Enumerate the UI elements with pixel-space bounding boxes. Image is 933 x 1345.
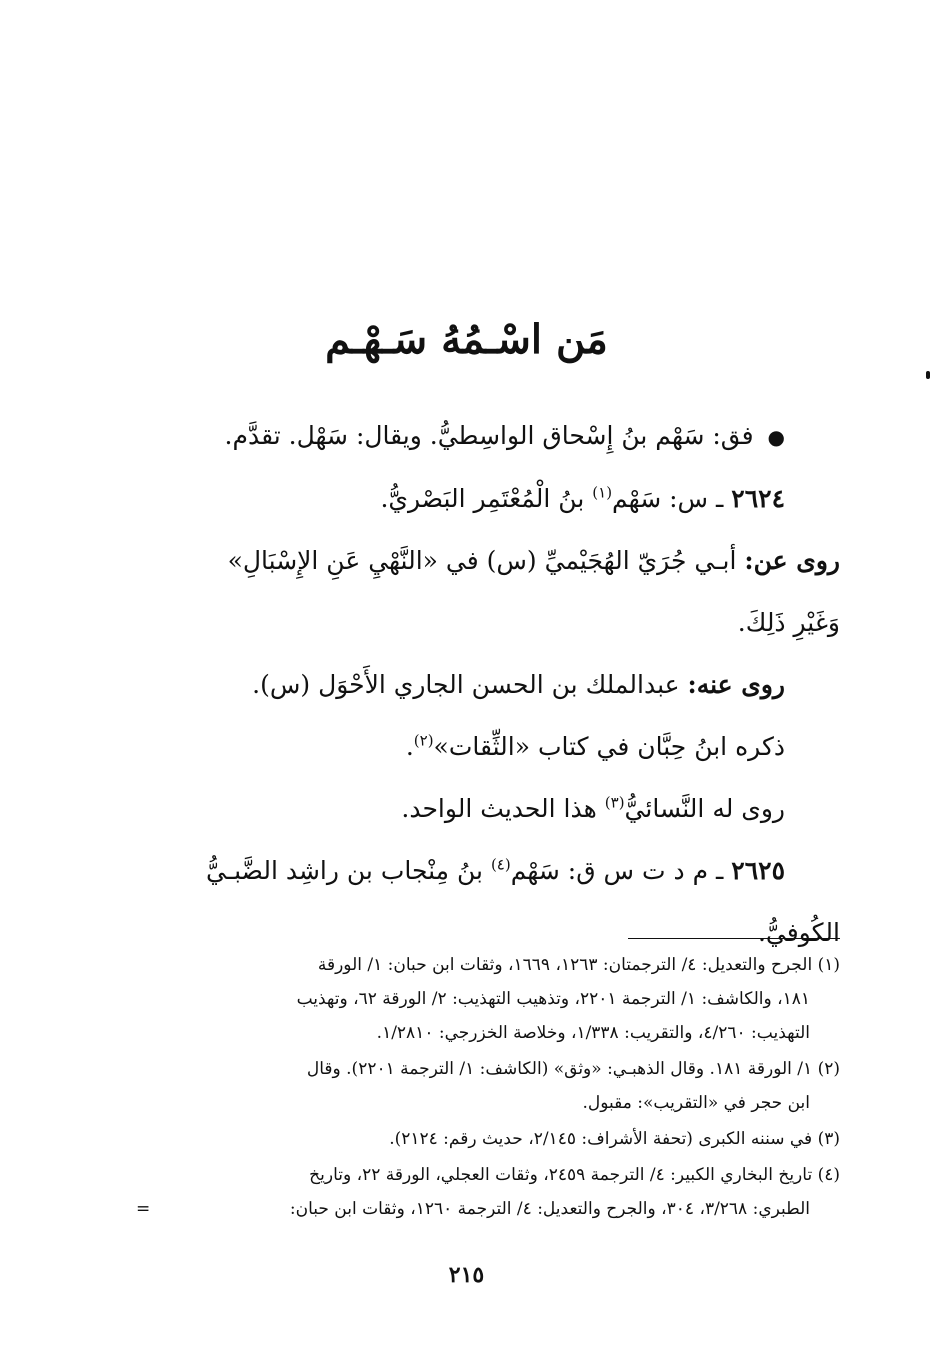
footnotes bbox=[136, 948, 840, 1228]
footnote-line bbox=[136, 1192, 840, 1226]
narration-text: روى له النَّسائيُّ bbox=[624, 794, 785, 823]
page-number: ٢١٥ bbox=[448, 1262, 485, 1288]
margin-mark bbox=[926, 371, 930, 379]
main-text bbox=[140, 405, 840, 964]
entry-2625-continuation: الكُوفيُّ. bbox=[757, 918, 840, 947]
mention-text: ذكره ابنُ حِبَّان في كتاب «الثِّقات» bbox=[433, 732, 785, 761]
entry-name: بنُ الْمُعْتَمِر البَصْريُّ. bbox=[380, 484, 585, 513]
footnote-line: ابن حجر في «التقريب»: مقبول. bbox=[582, 1093, 810, 1113]
footnote-ref: (٤) bbox=[490, 855, 511, 874]
mention-line bbox=[140, 716, 840, 778]
footnote-line: ١٨١، والكاشف: ١/ الترجمة ٢٢٠١، وتذهيب التهذيب: ٢/ الورقة ٦٢، وتهذيب bbox=[296, 989, 810, 1009]
narrated-by-line bbox=[140, 654, 840, 716]
cross-reference-entry bbox=[140, 405, 840, 468]
entry-number: ٢٦٢٤ bbox=[731, 484, 785, 513]
bullet-icon: ● bbox=[767, 425, 785, 449]
footnote-ref: (١) bbox=[592, 483, 613, 502]
mention-end: . bbox=[405, 732, 414, 761]
narrated-from-text: أبـي جُرَيّ الهُجَيْميِّ (س) في «النَّهْيِ عَنِ الإِسْبَالِ» bbox=[227, 546, 737, 575]
footnote-line: (٤) تاريخ البخاري الكبير: ٤/ الترجمة ٢٤٥٩، وثقات العجلي، الورقة ٢٢، وتاريخ bbox=[309, 1165, 840, 1185]
narration-end: هذا الحديث الواحد. bbox=[401, 794, 597, 823]
continuation-mark: = bbox=[136, 1199, 151, 1219]
footnote-separator bbox=[628, 938, 840, 939]
footnote-line: (١) الجرح والتعديل: ٤/ الترجمتان: ١٢٦٣، ١٦٦٩، وثقات ابن حبان: ١/ الورقة bbox=[317, 955, 840, 975]
entry-number: ٢٦٢٥ bbox=[731, 856, 785, 885]
entry-2625 bbox=[140, 840, 840, 902]
footnote-line: التهذيب: ٤/٢٦٠، والتقريب: ١/٣٣٨، وخلاصة الخزرجي: ١/٢٨١٠. bbox=[376, 1023, 810, 1043]
section-title: مَن اسْـمُهُ سَـهْـم bbox=[325, 316, 608, 363]
narrated-from-line bbox=[140, 530, 840, 592]
footnote-2 bbox=[140, 1052, 840, 1120]
entry-symbols: ـ م د ت س ق: سَهْم bbox=[510, 856, 724, 885]
footnote-line: (٣) في سننه الكبرى (تحفة الأشراف: ٢/١٤٥، حديث رقم: ٢١٢٤). bbox=[389, 1129, 840, 1149]
footnote-4 bbox=[136, 1158, 840, 1226]
narrated-by-text: عبدالملك بن الحسن الجاري الأَحْوَل (س). bbox=[252, 670, 680, 699]
narrated-from-label: روى عن: bbox=[744, 546, 840, 575]
footnote-1 bbox=[140, 948, 840, 1050]
entry-2624 bbox=[140, 468, 840, 530]
footnote-ref: (٢) bbox=[413, 731, 434, 750]
entry-name: بنُ مِنْجاب بن راشِد الضَّبـيُّ bbox=[205, 856, 483, 885]
narrated-from-continuation: وَغَيْرِ ذَلِكَ. bbox=[737, 608, 840, 637]
footnote-3 bbox=[140, 1122, 840, 1156]
entry-symbols: ـ س: سَهْم bbox=[612, 484, 724, 513]
cross-reference-text: فق: سَهْم بنُ إِسْحاق الواسِطيُّ. ويقال: سَهْل. تقدَّم. bbox=[224, 421, 754, 450]
narrated-by-label: روى عنه: bbox=[687, 670, 785, 699]
footnote-ref: (٣) bbox=[604, 793, 625, 812]
narration-line bbox=[140, 778, 840, 840]
footnote-line: (٢) ١/ الورقة ١٨١. وقال الذهبـي: «وثق» (الكاشف: ١/ الترجمة ٢٢٠١). وقال bbox=[306, 1059, 840, 1079]
footnote-text: الطبري: ٣/٢٦٨، ٣٠٤، والجرح والتعديل: ٤/ الترجمة ١٢٦٠، وثقات ابن حبان: bbox=[289, 1199, 810, 1219]
